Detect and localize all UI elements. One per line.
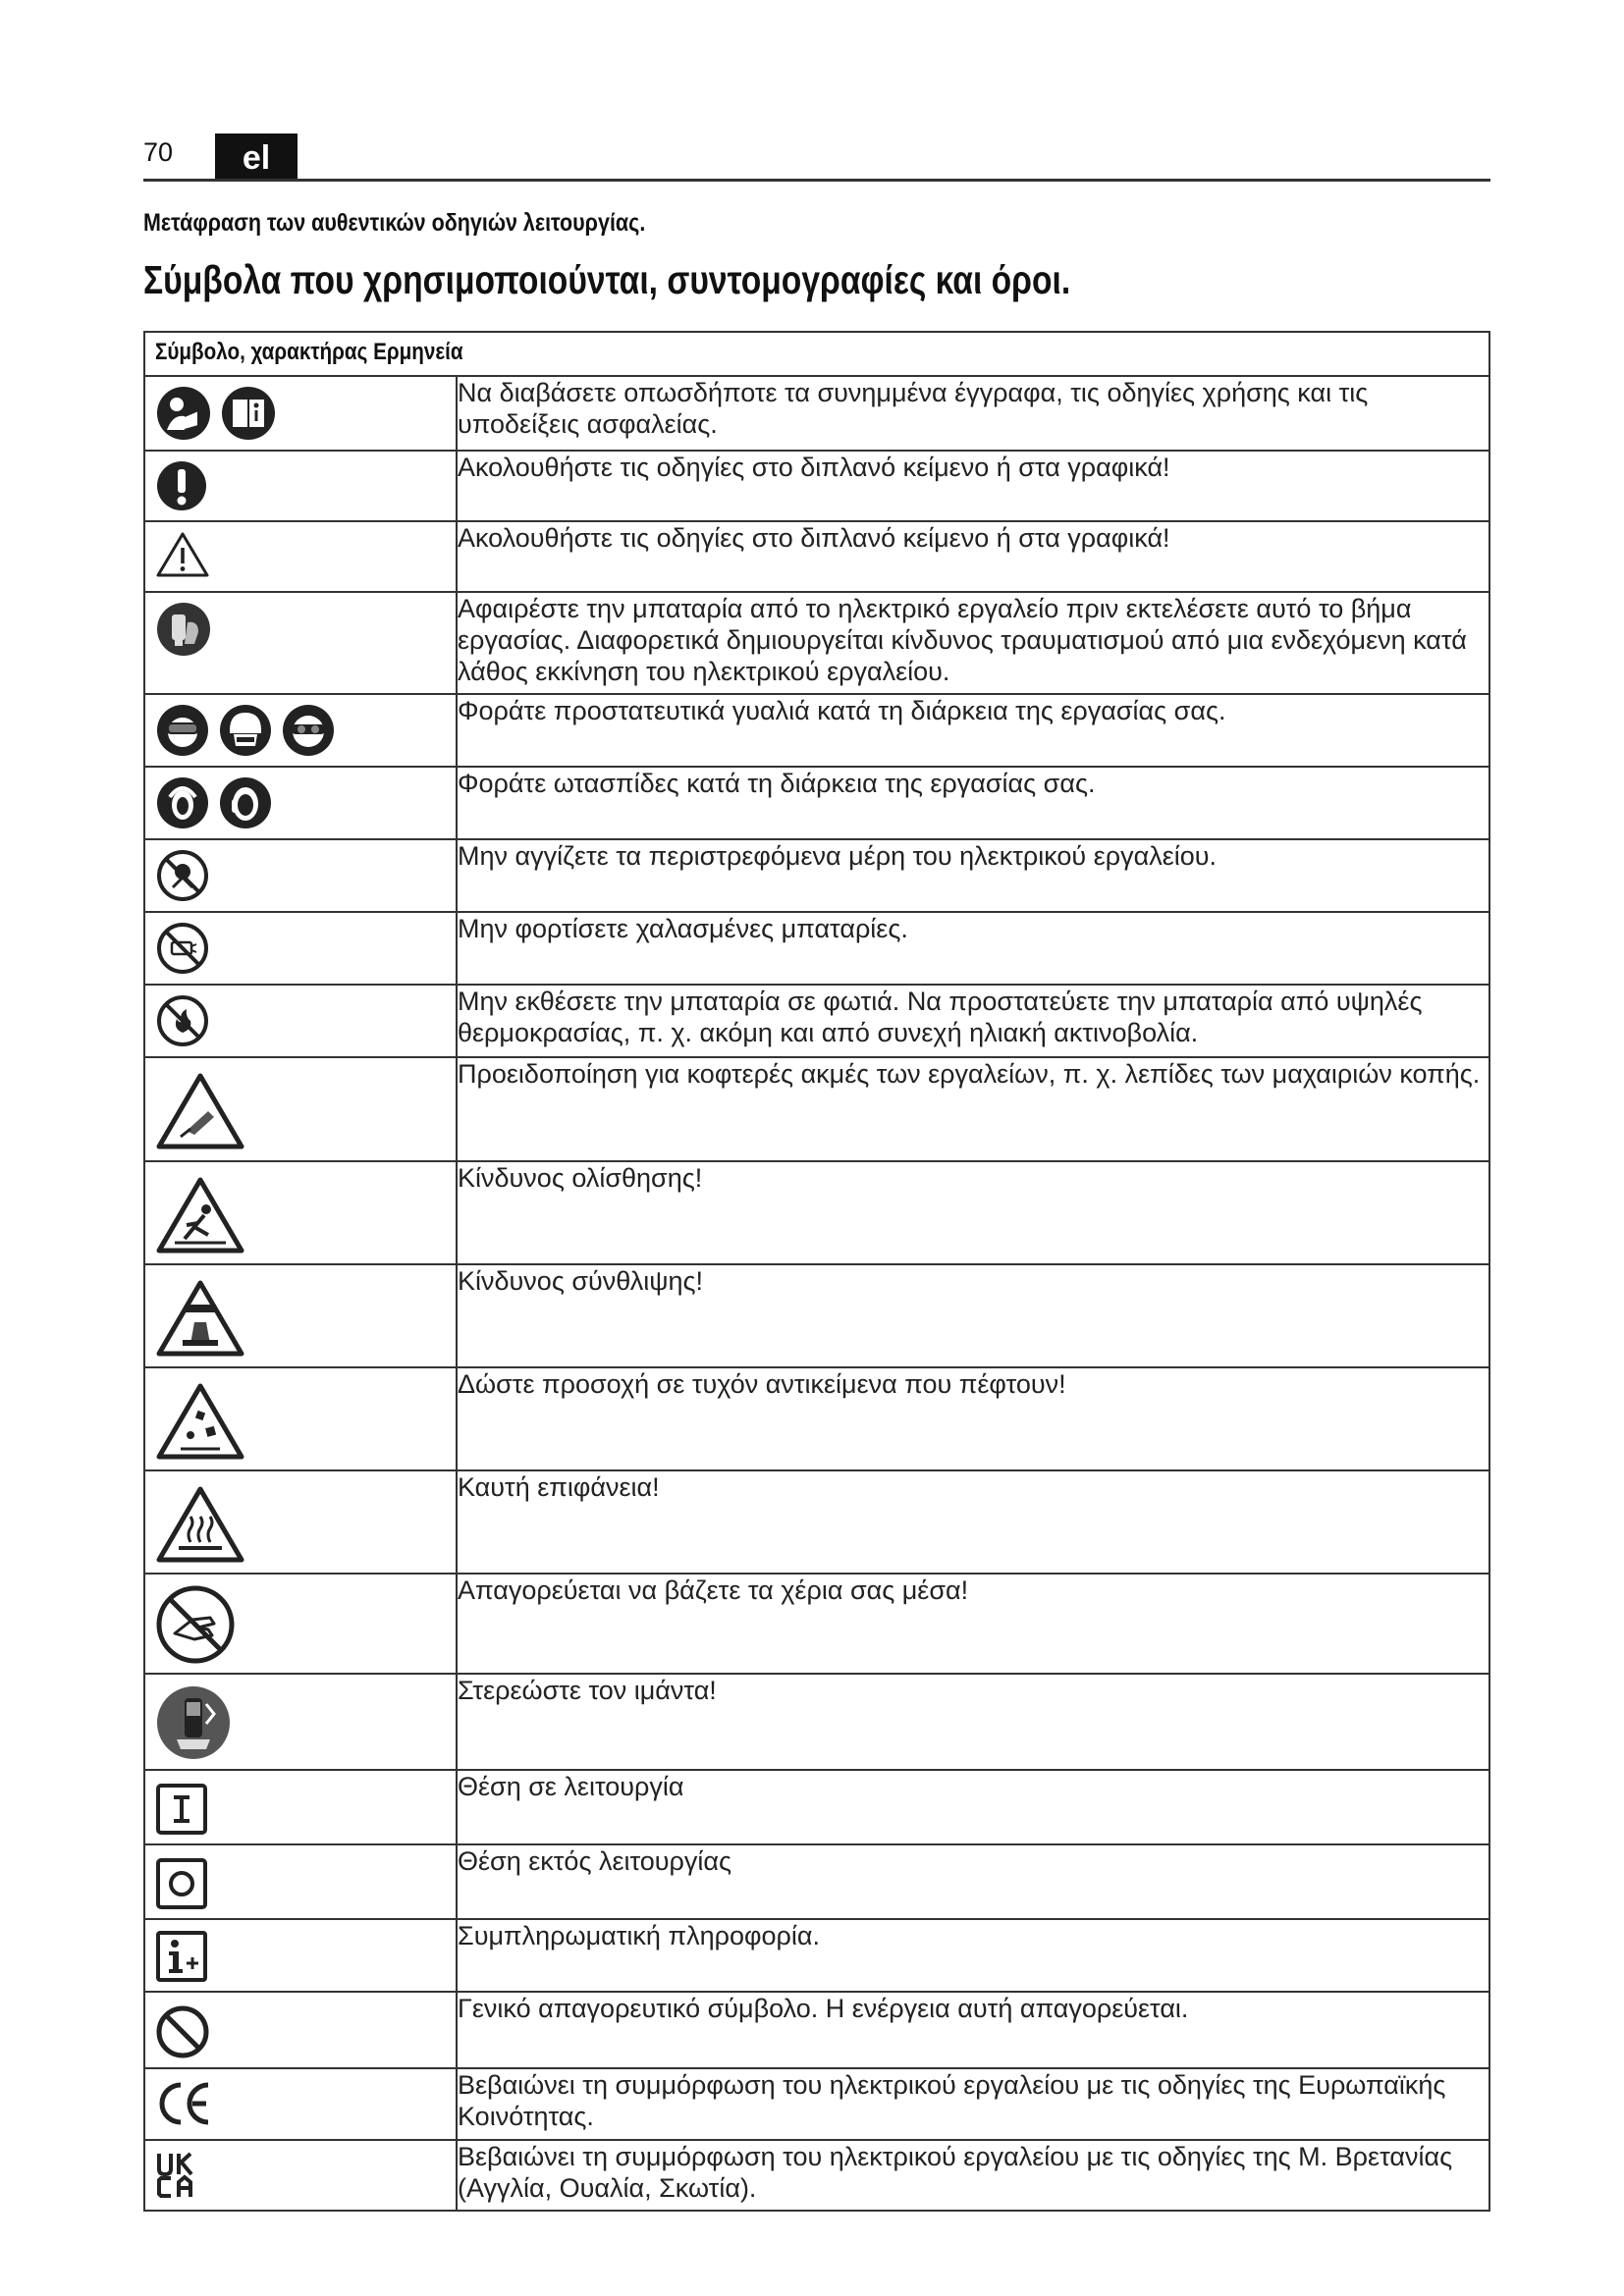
table-row <box>144 1161 1489 1264</box>
symbol-cell <box>144 694 457 767</box>
column-header-meaning: Ερμηνεία <box>373 339 463 365</box>
ear-protection-icon <box>155 775 210 830</box>
meaning-cell: Γενικό απαγορευτικό σύμβολο. Η ενέργεια αυτή απαγορεύεται. <box>457 1992 1489 2068</box>
column-header-symbol: Σύμβολο, χαρακτήρας <box>155 339 368 365</box>
meaning-cell: Μην αγγίζετε τα περιστρεφόμενα μέρη του ηλεκτρικού εργαλείου. <box>457 839 1489 912</box>
symbol-cell <box>144 1161 457 1264</box>
symbol-cell <box>144 592 457 694</box>
symbol-cell <box>144 1367 457 1470</box>
table-row <box>144 521 1489 592</box>
table-row <box>144 767 1489 839</box>
table-row <box>144 1057 1489 1161</box>
symbol-cell <box>144 767 457 839</box>
meaning-cell: Ακολουθήστε τις οδηγίες στο διπλανό κείμενο ή στα γραφικά! <box>457 521 1489 592</box>
table-row <box>144 694 1489 767</box>
symbol-cell <box>144 521 457 592</box>
table-row <box>144 839 1489 912</box>
meaning-cell: Να διαβάσετε οπωσδήποτε τα συνημμένα έγγραφα, τις οδηγίες χρήσης και τις υποδείξεις ασφαλείας. <box>457 376 1489 451</box>
symbols-table <box>143 331 1490 2212</box>
meaning-cell: Συμπληρωματική πληροφορία. <box>457 1919 1489 1992</box>
power-off-icon <box>155 1857 208 1910</box>
table-row <box>144 2068 1489 2140</box>
falling-objects-warning-icon <box>155 1382 245 1461</box>
table-row <box>144 1470 1489 1574</box>
mandatory-exclamation-icon <box>155 459 208 512</box>
table-row <box>144 1367 1489 1470</box>
table-header-row <box>144 332 1489 376</box>
no-touch-rotating-icon <box>155 848 210 903</box>
meaning-cell: Δώστε προσοχή σε τυχόν αντικείμενα που πέφτουν! <box>457 1367 1489 1470</box>
symbol-cell <box>144 1844 457 1919</box>
meaning-cell: Βεβαιώνει τη συμμόρφωση του ηλεκτρικού εργαλείου με τις οδηγίες της Ευρωπαϊκής Κοινότητας. <box>457 2068 1489 2140</box>
meaning-cell: Κίνδυνος σύνθλιψης! <box>457 1264 1489 1367</box>
ear-protection-alt-icon <box>218 775 273 830</box>
meaning-cell: Φοράτε ωτασπίδες κατά τη διάρκεια της εργασίας σας. <box>457 767 1489 839</box>
manual-info-icon <box>220 385 277 442</box>
symbol-cell <box>144 1470 457 1574</box>
table-row <box>144 985 1489 1057</box>
page-heading: Σύμβολα που χρησιμοποιούνται, συντομογραφίες και όροι. <box>143 257 1071 302</box>
no-battery-fire-icon <box>155 993 210 1048</box>
symbol-cell <box>144 451 457 521</box>
symbol-cell <box>144 1574 457 1674</box>
no-charge-damaged-battery-icon <box>155 921 210 976</box>
meaning-cell: Καυτή επιφάνεια! <box>457 1470 1489 1574</box>
symbol-cell <box>144 1919 457 1992</box>
power-on-icon <box>155 1783 208 1836</box>
slip-warning-icon <box>155 1176 245 1255</box>
table-row <box>144 1264 1489 1367</box>
crush-warning-icon <box>155 1279 245 1358</box>
symbol-cell <box>144 985 457 1057</box>
meaning-cell: Αφαιρέστε την μπαταρία από το ηλεκτρικό εργαλείο πριν εκτελέσετε αυτό το βήμα εργασίας. Διαφορετικά δημιουργείται κίνδυνος τραυματισμού από μια ενδεχόμενη κατά λάθος εκκίνηση του ηλεκτρικού εργαλείου. <box>457 592 1489 694</box>
meaning-cell: Στερεώστε τον ιμάντα! <box>457 1674 1489 1770</box>
meaning-cell: Ακολουθήστε τις οδηγίες στο διπλανό κείμενο ή στα γραφικά! <box>457 451 1489 521</box>
read-manual-icon <box>155 385 212 442</box>
meaning-cell: Βεβαιώνει τη συμμόρφωση του ηλεκτρικού εργαλείου με τις οδηγίες της Μ. Βρετανίας (Αγγλία, Ουαλία, Σκωτία). <box>457 2140 1489 2211</box>
table-row <box>144 1770 1489 1844</box>
table-row <box>144 1919 1489 1992</box>
table-row <box>144 451 1489 521</box>
sharp-blade-warning-icon <box>155 1072 245 1150</box>
table-row <box>144 1674 1489 1770</box>
meaning-cell: Θέση σε λειτουργία <box>457 1770 1489 1844</box>
warning-triangle-icon <box>155 530 210 579</box>
document-subtitle: Μετάφραση των αυθεντικών οδηγιών λειτουργίας. <box>143 209 646 237</box>
symbol-cell <box>144 1770 457 1844</box>
page-number: 70 <box>143 137 174 167</box>
table-row <box>144 376 1489 451</box>
symbol-cell <box>144 1992 457 2068</box>
hot-surface-warning-icon <box>155 1485 245 1564</box>
table-row <box>144 1992 1489 2068</box>
prohibition-icon <box>155 2004 210 2059</box>
table-row <box>144 592 1489 694</box>
meaning-cell: Φοράτε προστατευτικά γυαλιά κατά τη διάρκεια της εργασίας σας. <box>457 694 1489 767</box>
helmet-visor-icon <box>218 703 273 758</box>
symbol-cell <box>144 1057 457 1161</box>
header-divider <box>143 179 1490 182</box>
table-row <box>144 2140 1489 2211</box>
face-shield-icon <box>155 703 210 758</box>
ukca-mark-icon <box>155 2151 200 2200</box>
meaning-cell: Προειδοποίηση για κοφτερές ακμές των εργαλείων, π. χ. λεπίδες των μαχαιριών κοπής. <box>457 1057 1489 1161</box>
table-row <box>144 912 1489 985</box>
symbol-cell <box>144 2140 457 2211</box>
symbol-cell <box>144 839 457 912</box>
meaning-cell: Θέση εκτός λειτουργίας <box>457 1844 1489 1919</box>
no-hands-icon <box>155 1584 236 1665</box>
fasten-strap-icon <box>155 1684 232 1761</box>
symbol-cell <box>144 1674 457 1770</box>
symbol-cell <box>144 2068 457 2140</box>
info-plus-icon <box>155 1930 208 1983</box>
symbol-cell <box>144 912 457 985</box>
ce-mark-icon <box>155 2081 212 2126</box>
table-header <box>144 332 1489 376</box>
symbol-cell <box>144 1264 457 1367</box>
table-row <box>144 1844 1489 1919</box>
meaning-cell: Μην εκθέσετε την μπαταρία σε φωτιά. Να προστατεύετε την μπαταρία από υψηλές θερμοκρασίας, π. χ. ακόμη και από συνεχή ηλιακή ακτινοβολία. <box>457 985 1489 1057</box>
meaning-cell: Κίνδυνος ολίσθησης! <box>457 1161 1489 1264</box>
remove-battery-icon <box>155 601 212 658</box>
safety-goggles-icon <box>281 703 336 758</box>
meaning-cell: Μην φορτίσετε χαλασμένες μπαταρίες. <box>457 912 1489 985</box>
symbol-cell <box>144 376 457 451</box>
table-row <box>144 1574 1489 1674</box>
language-tab: el <box>215 133 298 179</box>
meaning-cell: Απαγορεύεται να βάζετε τα χέρια σας μέσα! <box>457 1574 1489 1674</box>
